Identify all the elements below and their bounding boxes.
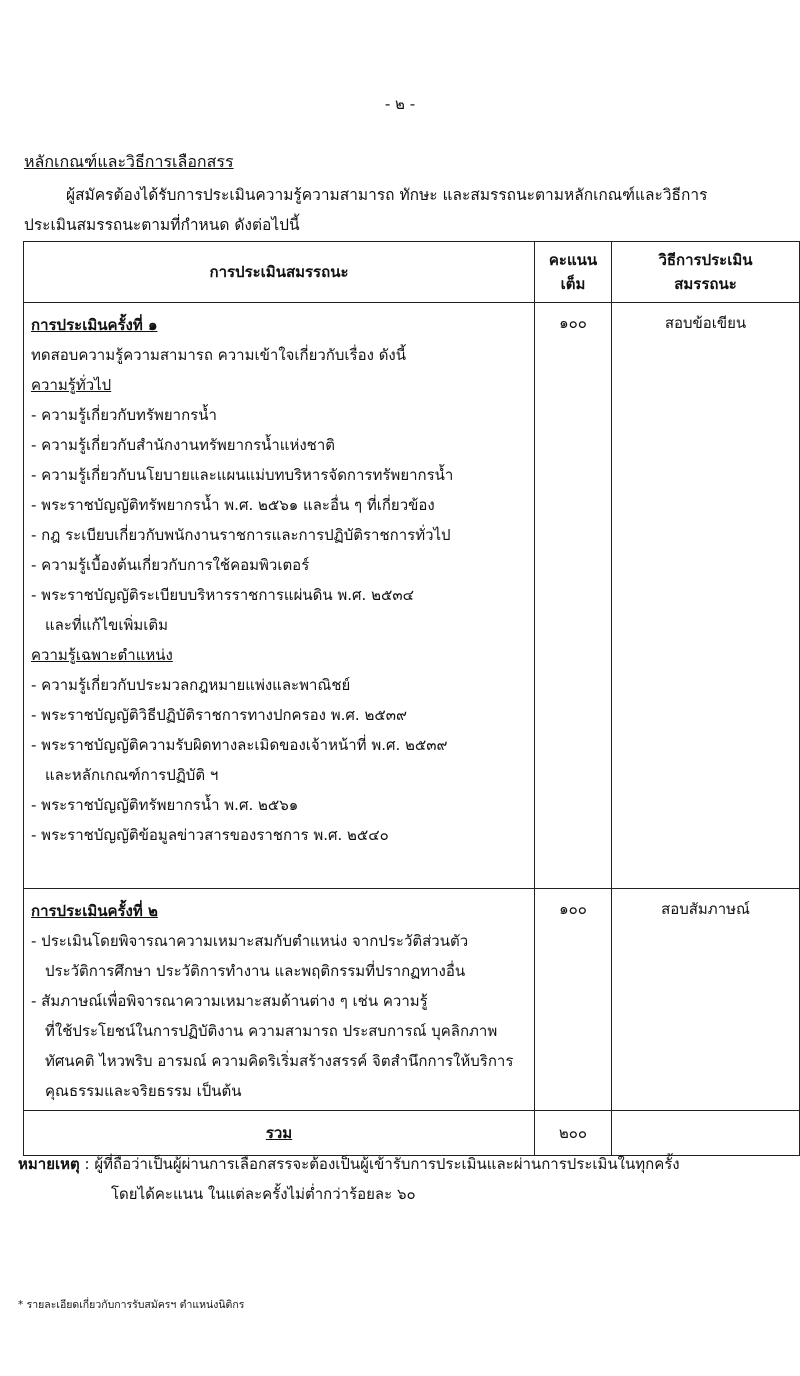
total-method-empty — [612, 1111, 800, 1156]
round1-details — [24, 303, 535, 889]
total-score: ๒๐๐ — [535, 1111, 612, 1156]
list-item: - ประเมินโดยพิจารณาความเหมาะสมกับตำแหน่ง จากประวัติส่วนตัว — [31, 932, 469, 950]
list-item: - พระราชบัญญัติทรัพยากรน้ำ พ.ศ. ๒๕๖๑ และอื่น ๆ ที่เกี่ยวข้อง — [31, 496, 435, 514]
note-label: หมายเหตุ — [18, 1155, 80, 1173]
list-item-continuation: ประวัติการศึกษา ประวัติการทำงาน และพฤติกรรมที่ปรากฏทางอื่น — [45, 962, 466, 980]
list-item: - ความรู้เกี่ยวกับนโยบายและแผนแม่บทบริหารจัดการทรัพยากรน้ำ — [31, 466, 454, 484]
list-item-continuation: และที่แก้ไขเพิ่มเติม — [45, 616, 169, 634]
list-item-continuation: และหลักเกณฑ์การปฏิบัติ ฯ — [45, 766, 219, 784]
section-heading: หลักเกณฑ์และวิธีการเลือกสรร — [24, 152, 234, 171]
header-score — [535, 242, 612, 303]
list-item: - กฎ ระเบียบเกี่ยวกับพนักงานราชการและการปฏิบัติราชการทั่วไป — [31, 526, 451, 544]
note-line-2: โดยได้คะแนน ในแต่ละครั้งไม่ต่ำกว่าร้อยละ ๖๐ — [111, 1185, 416, 1203]
round1-method: สอบข้อเขียน — [612, 303, 800, 889]
round1-score: ๑๐๐ — [535, 303, 612, 889]
list-item-continuation: ที่ใช้ประโยชน์ในการปฏิบัติงาน ความสามารถ ประสบการณ์ บุคลิกภาพ — [45, 1022, 498, 1040]
round2-details — [24, 889, 535, 1111]
header-assessment: การประเมินสมรรถนะ — [24, 242, 535, 303]
page-number: - ๒ - — [384, 95, 416, 113]
list-item: - ความรู้เกี่ยวกับทรัพยากรน้ำ — [31, 406, 217, 424]
general-knowledge-heading: ความรู้ทั่วไป — [31, 376, 112, 394]
round1-description: ทดสอบความรู้ความสามารถ ความเข้าใจเกี่ยวกับเรื่อง ดังนี้ — [31, 346, 407, 364]
round2-method: สอบสัมภาษณ์ — [612, 889, 800, 1111]
specific-knowledge-heading: ความรู้เฉพาะตำแหน่ง — [31, 646, 173, 664]
note-line-1: : ผู้ที่ถือว่าเป็นผู้ผ่านการเลือกสรรจะต้องเป็นผู้เข้ารับการประเมินและผ่านการประเมินในทุกครั้ง — [79, 1155, 680, 1173]
footnote: * รายละเอียดเกี่ยวกับการรับสมัครฯ ตำแหน่งนิติกร — [18, 1299, 245, 1311]
list-item-continuation: ทัศนคติ ไหวพริบ อารมณ์ ความคิดริเริ่มสร้างสรรค์ จิตสำนึกการให้บริการ — [45, 1052, 514, 1070]
total-label: รวม — [24, 1111, 535, 1156]
list-item-continuation: คุณธรรมและจริยธรรม เป็นต้น — [45, 1082, 242, 1100]
assessment-table — [23, 241, 800, 1156]
round2-title: การประเมินครั้งที่ ๒ — [31, 902, 158, 920]
list-item: - พระราชบัญญัติระเบียบบริหารราชการแผ่นดิน พ.ศ. ๒๕๓๔ — [31, 586, 414, 604]
table-row-round1 — [24, 303, 800, 889]
list-item: - ความรู้เบื้องต้นเกี่ยวกับการใช้คอมพิวเตอร์ — [31, 556, 310, 574]
header-method — [612, 242, 800, 303]
list-item: - ความรู้เกี่ยวกับประมวลกฎหมายแพ่งและพาณิชย์ — [31, 676, 351, 694]
list-item: - สัมภาษณ์เพื่อพิจารณาความเหมาะสมด้านต่าง ๆ เช่น ความรู้ — [31, 992, 428, 1010]
list-item: - พระราชบัญญัติข้อมูลข่าวสารของราชการ พ.ศ. ๒๕๔๐ — [31, 826, 389, 844]
round1-title: การประเมินครั้งที่ ๑ — [31, 316, 158, 334]
list-item: - พระราชบัญญัติวิธีปฏิบัติราชการทางปกครอง พ.ศ. ๒๕๓๙ — [31, 706, 407, 724]
header-method-line1: วิธีการประเมิน — [658, 251, 753, 269]
note — [18, 1152, 680, 1176]
header-method-line2: สมรรถนะ — [674, 275, 737, 293]
header-score-line1: คะแนน — [548, 251, 598, 269]
round2-score: ๑๐๐ — [535, 889, 612, 1111]
list-item: - พระราชบัญญัติความรับผิดทางละเมิดของเจ้าหน้าที่ พ.ศ. ๒๕๓๙ — [31, 736, 448, 754]
list-item: - พระราชบัญญัติทรัพยากรน้ำ พ.ศ. ๒๕๖๑ — [31, 796, 299, 814]
table-header-row — [24, 242, 800, 303]
header-score-line2: เต็ม — [560, 275, 586, 293]
table-row-total — [24, 1111, 800, 1156]
intro-line-2: ประเมินสมรรถนะตามที่กำหนด ดังต่อไปนี้ — [24, 216, 300, 234]
table-row-round2 — [24, 889, 800, 1111]
intro-line-1: ผู้สมัครต้องได้รับการประเมินความรู้ความสามารถ ทักษะ และสมรรถนะตามหลักเกณฑ์และวิธีการ — [66, 186, 708, 204]
list-item: - ความรู้เกี่ยวกับสำนักงานทรัพยากรน้ำแห่งชาติ — [31, 436, 336, 454]
